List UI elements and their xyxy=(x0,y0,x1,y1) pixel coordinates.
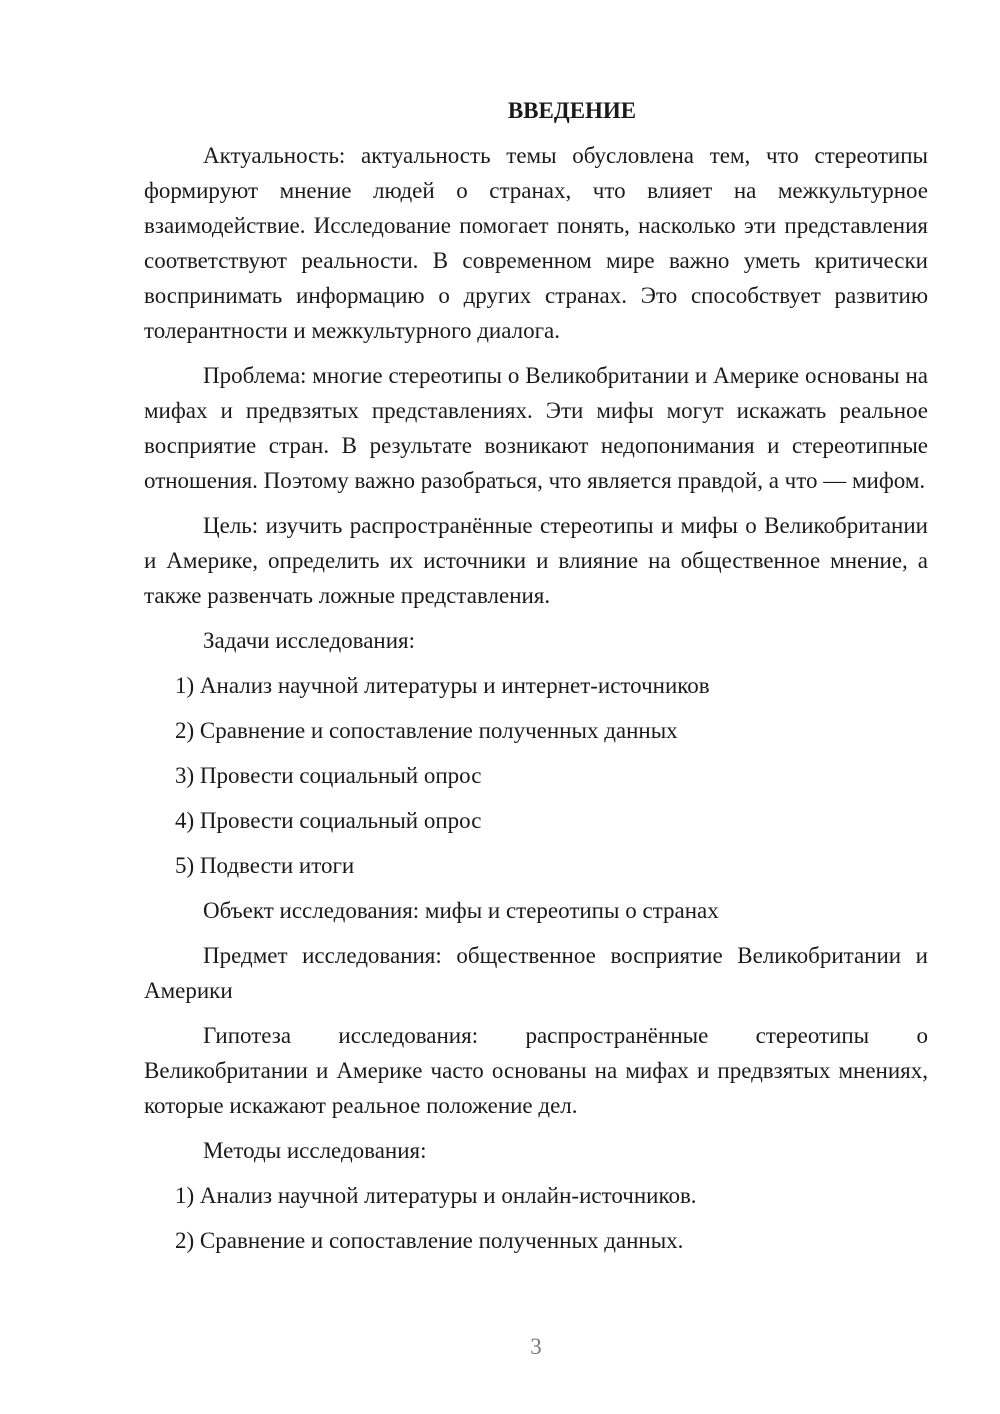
paragraph-object: Объект исследования: мифы и стереотипы о странах xyxy=(203,898,719,923)
list-item: 1) Анализ научной литературы и онлайн-источников. xyxy=(175,1183,697,1208)
methods-list xyxy=(144,1178,928,1258)
list-item: 1) Анализ научной литературы и интернет-источников xyxy=(175,673,710,698)
paragraph-goal: Цель: изучить распространённые стереотипы и мифы о Великобритании и Америке, определить их источники и влияние на общественное мнение, а также развенчать ложные представления. xyxy=(144,513,928,608)
paragraph-hypothesis: Гипотеза исследования: распространённые стереотипы о Великобритании и Америке часто основаны на мифах и предвзятых мнениях, которые искажают реальное положение дел. xyxy=(144,1023,928,1118)
section-heading: ВВЕДЕНИЕ xyxy=(507,98,637,123)
paragraph-relevance: Актуальность: актуальность темы обусловлена тем, что стереотипы формируют мнение людей о странах, что влияет на межкультурное взаимодействие. Исследование помогает понять, насколько эти представления соответствуют реальности. В современном мире важно уметь критически воспринимать информацию о других странах. Это способствует развитию толерантности и межкультурного диалога. xyxy=(144,143,928,343)
tasks-label: Задачи исследования: xyxy=(203,628,416,653)
list-item: 5) Подвести итоги xyxy=(175,853,355,878)
list-item: 4) Провести социальный опрос xyxy=(175,808,482,833)
list-item: 3) Провести социальный опрос xyxy=(175,763,482,788)
methods-label: Методы исследования: xyxy=(203,1138,427,1163)
page-content xyxy=(144,93,928,1268)
page-number: 3 xyxy=(530,1334,542,1359)
tasks-list xyxy=(144,668,928,883)
paragraph-subject: Предмет исследования: общественное восприятие Великобритании и Америки xyxy=(144,943,928,1003)
list-item: 2) Сравнение и сопоставление полученных данных. xyxy=(175,1228,684,1253)
list-item: 2) Сравнение и сопоставление полученных данных xyxy=(175,718,678,743)
paragraph-problem: Проблема: многие стереотипы о Великобритании и Америке основаны на мифах и предвзятых представлениях. Эти мифы могут искажать реальное восприятие стран. В результате возникают недопонимания и стереотипные отношения. Поэтому важно разобраться, что является правдой, а что — мифом. xyxy=(144,363,928,493)
